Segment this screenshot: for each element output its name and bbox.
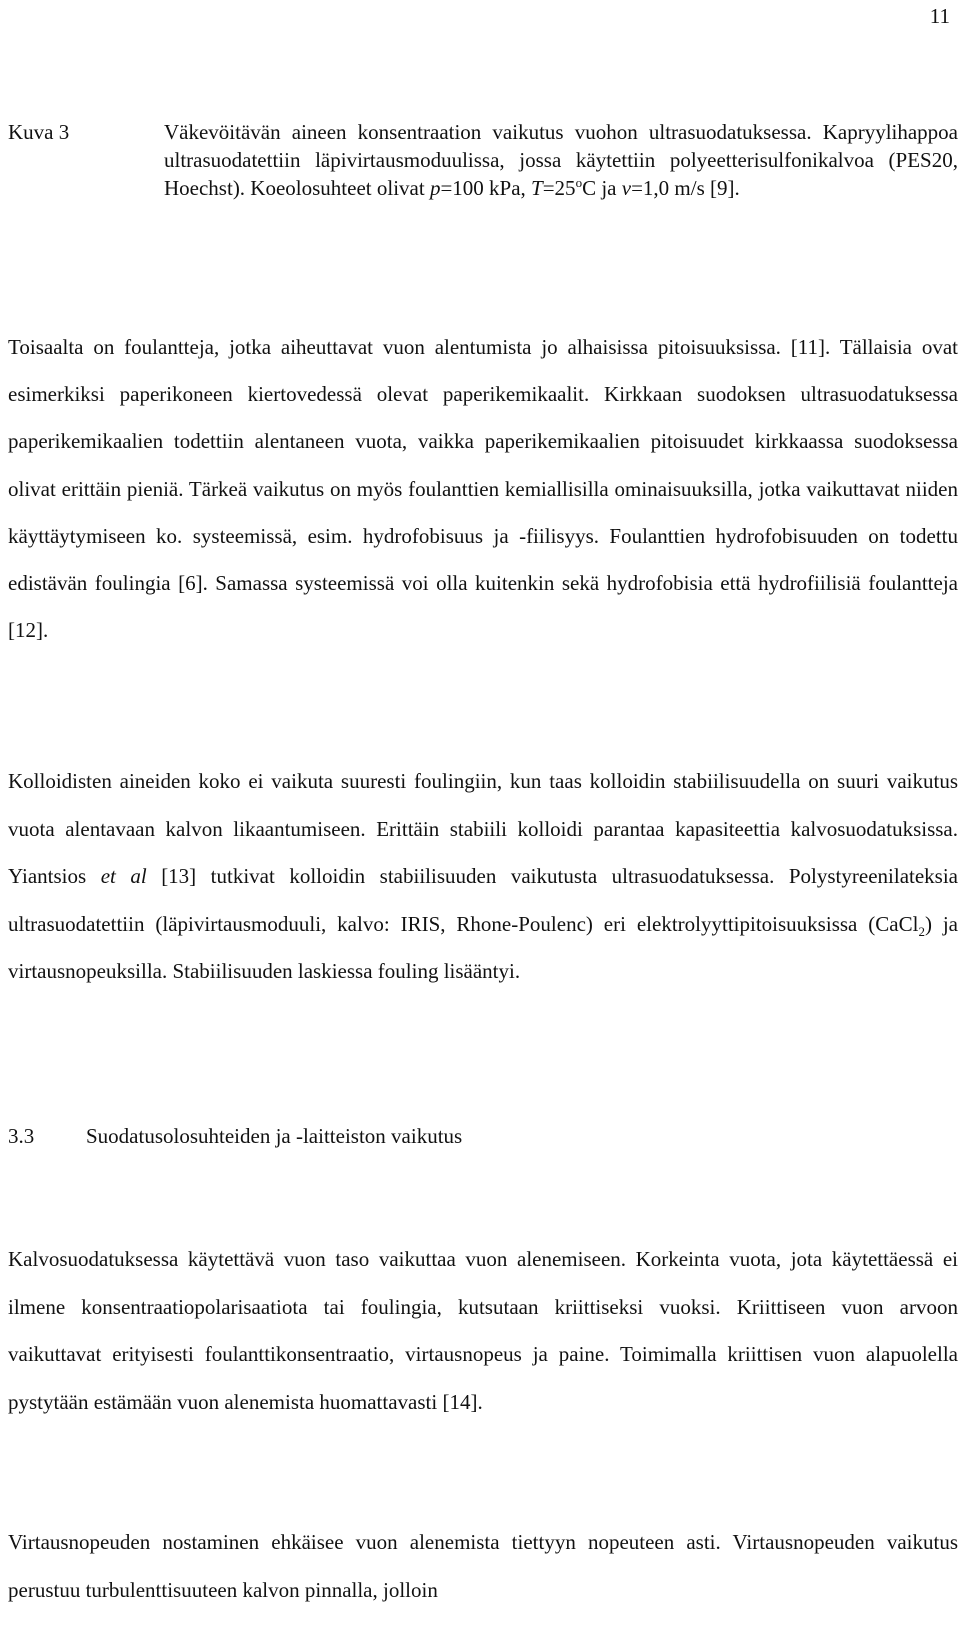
paragraph-text-part: [13] tutkivat kolloidin stabiilisuuden vaikutusta ultrasuodatuksessa. Polystyreenilateksia ultrasuodatettiin (läpivirtausmoduuli, kalvo: IRIS, Rhone-Poulenc) eri elektrolyyttipitoisuuksissa (CaCl [8,864,958,936]
caption-text-part: C ja [582,176,622,200]
paragraph-critical-flux: Kalvosuodatuksessa käytettävä vuon taso vaikuttaa vuon alenemiseen. Korkeinta vuota, jota käytettäessä ei ilmene konsentraatiopolarisaatiota tai foulingia, kutsutaan kriittiseksi vuoksi. Kriittiseen vuon arvoon vaikuttavat erityisesti foulanttikonsentraatio, virtausnopeus ja paine. Toimimalla kriittisen vuon alapuolella pystytään estämään vuon alenemista huomattavasti [14]. [8,1247,958,1414]
caption-text-part: =1,0 m/s [9]. [631,176,740,200]
section-number: 3.3 [8,1124,35,1148]
caption-text-part: Väkevöitävän aineen konsentraation vaikutus vuohon ultrasuodatuksessa. Kapryylihappoa ultrasuodatettiin läpivirtausmoduulissa, jossa käytettiin polyeetterisulfonikalvoa (PES20, Hoechst). Koeolosuhteet olivat [164,120,958,200]
caption-text-part: =25 [542,176,576,200]
paragraph-foulants: Toisaalta on foulantteja, jotka aiheuttavat vuon alentumista jo alhaisissa pitoisuuksissa. [11]. Tällaisia ovat esimerkiksi paperikoneen kiertovedessä olevat paperikemikaalit. Kirkkaan suodoksen ultrasuodatuksessa paperikemikaalien todettiin alentaneen vuota, vaikka paperikemikaalien pitoisuudet kirkkaassa suodoksessa olivat erittäin pieniä. Tärkeä vaikutus on myös foulanttien kemiallisilla ominaisuuksilla, jotka vaikuttavat niiden käyttäytymiseen ko. systeemissä, esim. hydrofobisuus ja -fiilisyys. Foulanttien hydrofobisuuden on todettu edistävän foulingia [6]. Samassa systeemissä voi olla kuitenkin sekä hydrofobisia että hydrofiilisiä foulantteja [12]. [8,335,958,643]
paragraph-colloids [8,758,958,996]
section-title: Suodatusolosuhteiden ja -laitteiston vaikutus [86,1124,463,1148]
et-al-citation: et al [100,864,147,888]
chemical-subscript: 2 [918,923,925,939]
temperature-variable: T [531,176,543,200]
pressure-variable: p [429,176,441,200]
page-number: 11 [929,4,950,28]
paragraph-text-part: ) ja virtausnopeuksilla. Stabiilisuuden laskiessa fouling lisääntyi. [8,911,958,983]
paragraph-flow-velocity: Virtausnopeuden nostaminen ehkäisee vuon alenemista tiettyyn nopeuteen asti. Virtausnopeuden vaikutus perustuu turbulenttisuuteen kalvon pinnalla, jolloin [8,1530,958,1602]
paragraph-text-part: Kolloidisten aineiden koko ei vaikuta suuresti foulingiin, kun taas kolloidin stabiilisuudella on suuri vaikutus vuota alentavaan kalvon likaantumiseen. Erittäin stabiili kolloidi parantaa kapasiteettia kalvosuodatuksissa. Yiantsios [8,769,958,888]
figure-caption-label: Kuva 3 [8,120,70,144]
figure-caption-text [164,118,958,202]
degree-superscript: o [575,175,583,190]
velocity-variable: v [621,176,632,200]
caption-text-part: =100 kPa, [440,176,532,200]
